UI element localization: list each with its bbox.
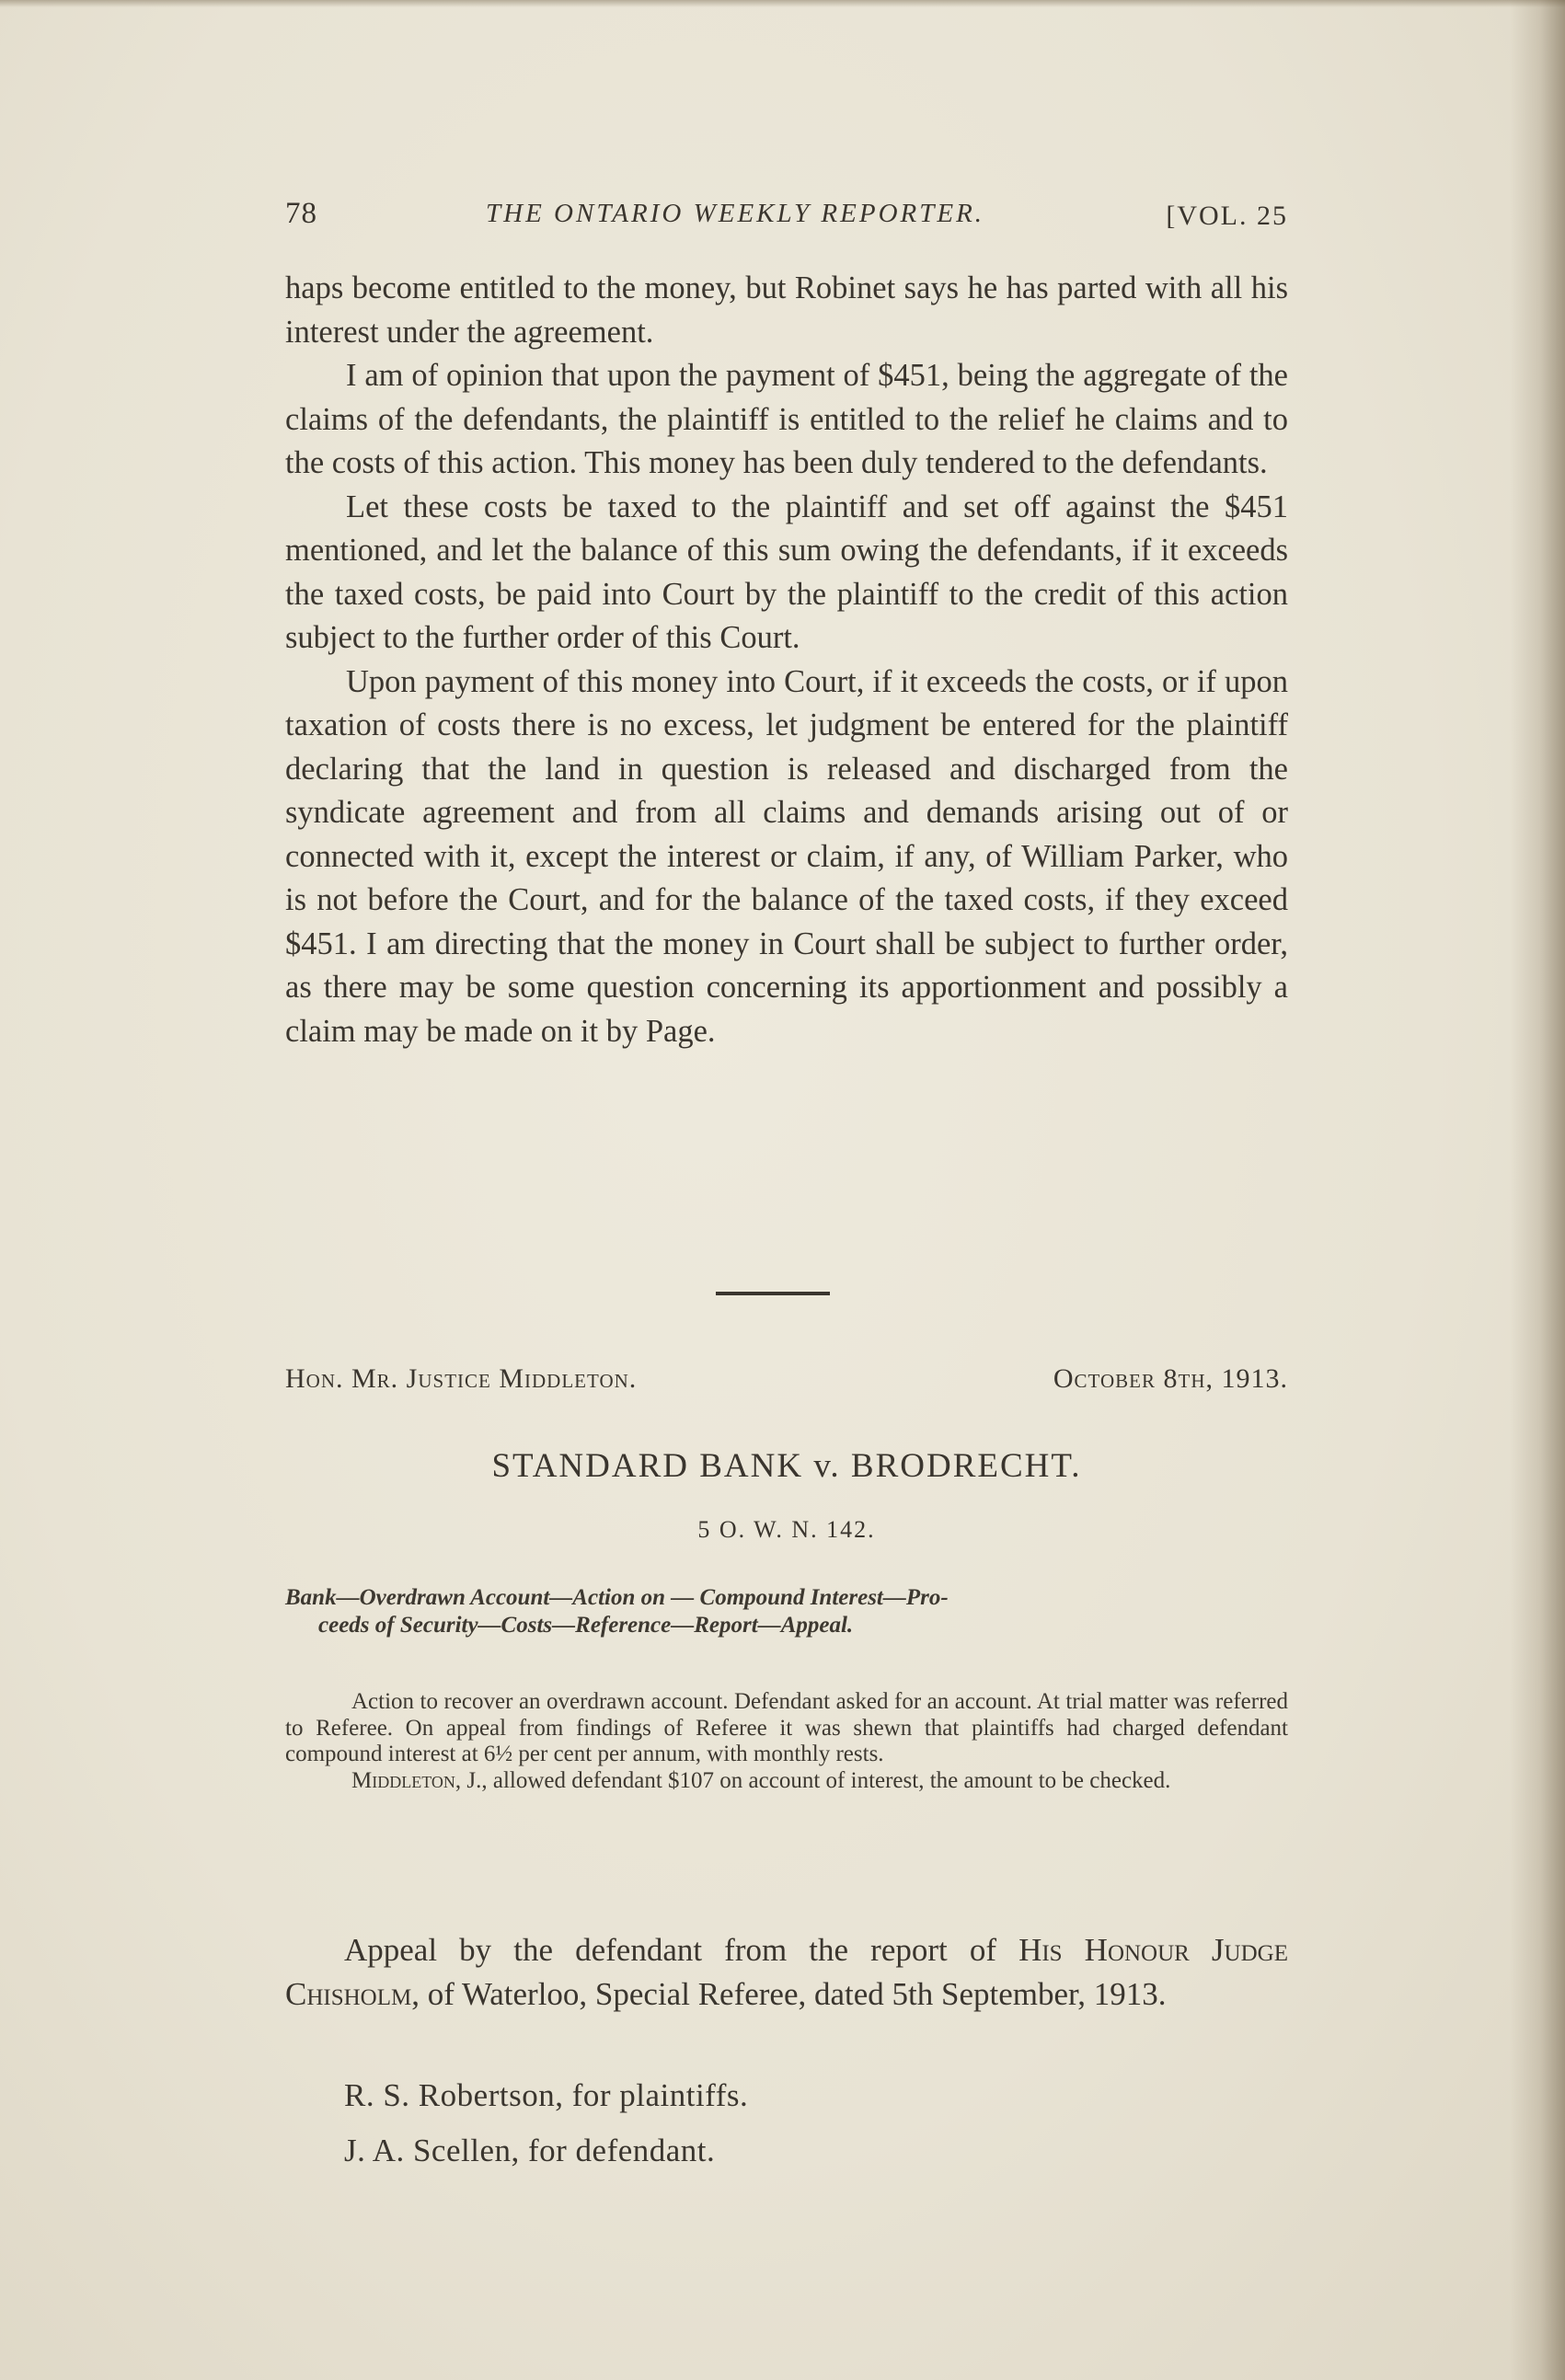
summary-paragraph — [285, 1768, 1288, 1795]
appeal-text: of Waterloo, Special Referee, dated 5th September, 1913. — [420, 1976, 1167, 2012]
appeal-statement — [285, 1928, 1288, 2017]
case-citation: 5 O. W. N. 142. — [697, 1516, 876, 1543]
judgment-text — [285, 267, 1288, 1053]
appeal-text: Appeal by the defendant from the report of — [344, 1932, 1019, 1968]
volume-label: [VOL. 25 — [1166, 201, 1288, 231]
running-head — [285, 193, 1288, 239]
referee-name: His Honour Judge Chisholm, — [285, 1932, 1288, 2012]
headnote-line: Bank—Overdrawn Account—Action on — Compound Interest—Pro- — [285, 1585, 949, 1610]
summary-judge-name: Middleton, J., — [351, 1767, 488, 1793]
appeal-paragraph — [285, 1928, 1288, 2017]
judgment-date: October 8th, 1913. — [1053, 1363, 1288, 1394]
case-header — [285, 1363, 1288, 1406]
paragraph: Upon payment of this money into Court, if it exceeds the costs, or if upon taxation of costs there is no excess, let judgment be entered for the plaintiff declaring that the land in question is released and discharged from the syndicate agreement and from all claims and demands arising out of or connected with it, except the interest or claim, if any, of William Parker, who is not before the Court, and for the balance of the taxed costs, if they exceed $451. I am directing that the money in Court shall be subject to further order, as there may be some question concerning its apportionment and possibly a claim may be made on it by Page. — [285, 663, 1288, 1049]
journal-title: THE ONTARIO WEEKLY REPORTER. — [486, 199, 985, 228]
paragraph: Let these costs be taxed to the plaintiff and set off against the $451 mentioned, and let the balance of this sum owing the defendants, if it exceeds the taxed costs, be paid into Court by the plaintiff to the credit of this action subject to the further order of this Court. — [285, 489, 1288, 655]
section-divider — [716, 1292, 830, 1295]
page-number: 78 — [285, 197, 317, 230]
headnote-line: ceeds of Security—Costs—Reference—Report—Appeal. — [318, 1613, 854, 1638]
paragraph: haps become entitled to the money, but Robinet says he has parted with all his interest under the agreement. — [285, 270, 1288, 350]
headnote-keywords — [285, 1584, 1288, 1639]
case-title: STANDARD BANK v. BRODRECHT. — [491, 1447, 1082, 1485]
case-summary — [285, 1689, 1288, 1794]
summary-text: allowed defendant $107 on account of interest, the amount to be checked. — [487, 1767, 1171, 1793]
summary-paragraph: Action to recover an overdrawn account. Defendant asked for an account. At trial matter was referred to Referee. On appeal from findings of Referee it was shewn that plaintiffs had charged defendant compound interest at 6½ per cent per annum, with monthly rests. — [285, 1689, 1288, 1766]
counsel-defendant: J. A. Scellen, for defendant. — [344, 2133, 716, 2168]
judge-name: Hon. Mr. Justice Middleton. — [285, 1363, 638, 1394]
page-right-edge — [1510, 0, 1565, 2380]
paragraph: I am of opinion that upon the payment of $451, being the aggregate of the claims of the defendants, the plaintiff is entitled to the relief he claims and to the costs of this action. This money has been duly tendered to the defendants. — [285, 358, 1288, 480]
page-top-shadow — [0, 0, 1565, 7]
counsel-plaintiffs: R. S. Robertson, for plaintiffs. — [344, 2077, 749, 2113]
